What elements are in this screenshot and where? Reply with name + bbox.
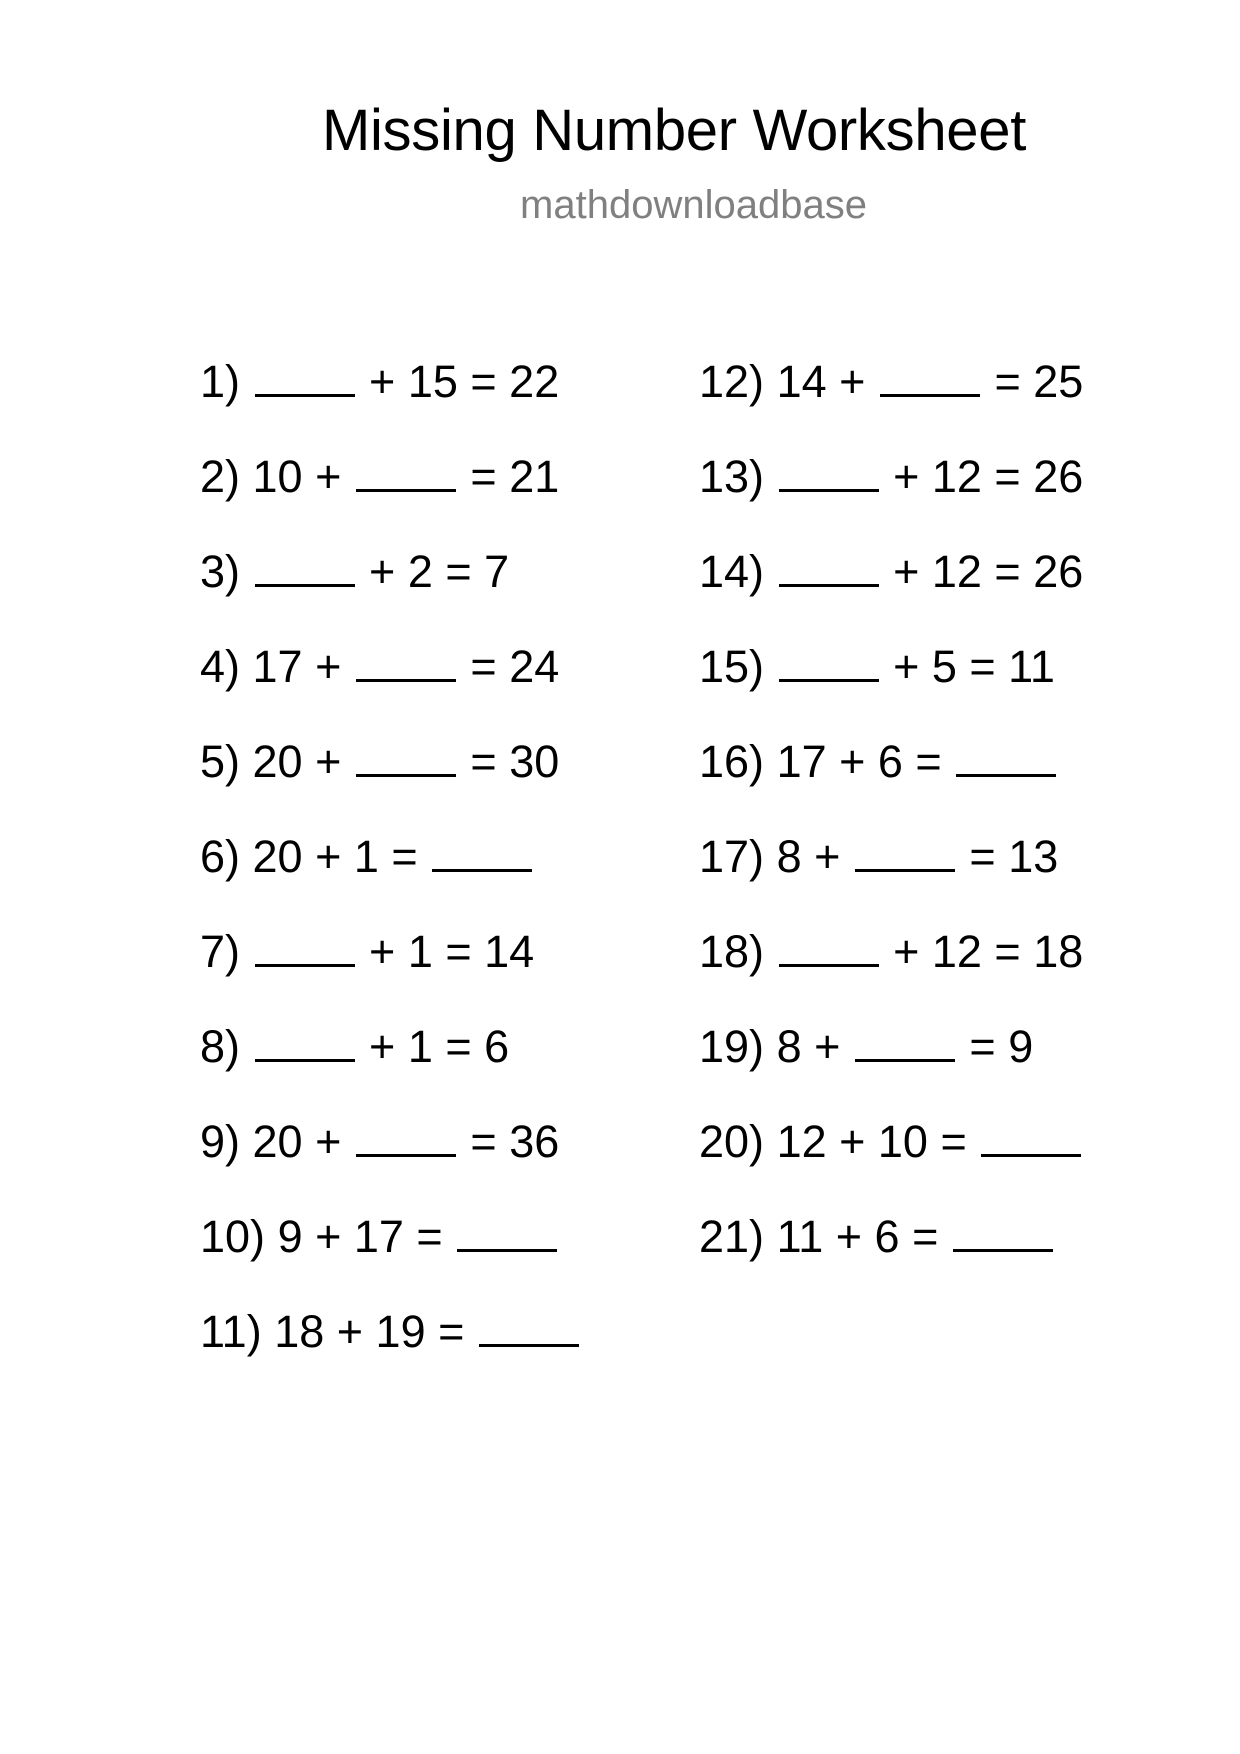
answer-blank[interactable] bbox=[457, 1205, 557, 1252]
problem-number: 15) bbox=[699, 641, 765, 692]
problem-number: 6) bbox=[200, 831, 241, 882]
problem-before: 11 + 6 = bbox=[776, 1211, 939, 1262]
problem-2 bbox=[200, 445, 581, 540]
problem-13 bbox=[699, 445, 1083, 540]
answer-blank[interactable] bbox=[479, 1300, 579, 1347]
problem-number: 8) bbox=[200, 1021, 241, 1072]
answer-blank[interactable] bbox=[956, 730, 1056, 777]
answer-blank[interactable] bbox=[981, 1110, 1081, 1157]
problem-number: 1) bbox=[200, 356, 241, 407]
problem-number: 19) bbox=[699, 1021, 765, 1072]
problem-before: 18 + 19 = bbox=[274, 1306, 465, 1357]
problem-after: = 36 bbox=[470, 1116, 560, 1167]
problem-number: 2) bbox=[200, 451, 241, 502]
problem-10 bbox=[200, 1205, 581, 1300]
problem-before: 12 + 10 = bbox=[776, 1116, 967, 1167]
problem-number: 9) bbox=[200, 1116, 241, 1167]
problem-number: 20) bbox=[699, 1116, 765, 1167]
problem-1 bbox=[200, 350, 581, 445]
problem-18 bbox=[699, 920, 1083, 1015]
problem-number: 11) bbox=[200, 1306, 262, 1357]
problem-4 bbox=[200, 635, 581, 730]
problem-number: 7) bbox=[200, 926, 241, 977]
problem-number: 12) bbox=[699, 356, 765, 407]
problem-after: + 12 = 26 bbox=[893, 451, 1084, 502]
worksheet-title: Missing Number Worksheet bbox=[321, 98, 1027, 163]
problem-20 bbox=[699, 1110, 1083, 1205]
problems-column-right bbox=[699, 350, 1083, 1300]
problem-before: 8 + bbox=[776, 1021, 841, 1072]
answer-blank[interactable] bbox=[855, 825, 955, 872]
problem-number: 3) bbox=[200, 546, 241, 597]
problem-after: = 21 bbox=[470, 451, 560, 502]
problem-number: 16) bbox=[699, 736, 765, 787]
problem-19 bbox=[699, 1015, 1083, 1110]
problem-12 bbox=[699, 350, 1083, 445]
problem-before: 17 + 6 = bbox=[776, 736, 942, 787]
problem-number: 18) bbox=[699, 926, 765, 977]
answer-blank[interactable] bbox=[356, 730, 456, 777]
problem-after: + 12 = 26 bbox=[893, 546, 1084, 597]
problem-number: 5) bbox=[200, 736, 241, 787]
answer-blank[interactable] bbox=[255, 540, 355, 587]
answer-blank[interactable] bbox=[356, 1110, 456, 1157]
problem-before: 20 + bbox=[252, 1116, 342, 1167]
problem-after: = 9 bbox=[969, 1021, 1034, 1072]
problem-number: 4) bbox=[200, 641, 241, 692]
problem-after: + 2 = 7 bbox=[369, 546, 510, 597]
problem-before: 14 + bbox=[776, 356, 866, 407]
problem-number: 14) bbox=[699, 546, 765, 597]
problem-after: = 25 bbox=[994, 356, 1084, 407]
answer-blank[interactable] bbox=[779, 635, 879, 682]
answer-blank[interactable] bbox=[356, 635, 456, 682]
answer-blank[interactable] bbox=[432, 825, 532, 872]
answer-blank[interactable] bbox=[779, 920, 879, 967]
answer-blank[interactable] bbox=[255, 350, 355, 397]
problem-11 bbox=[200, 1300, 581, 1395]
answer-blank[interactable] bbox=[855, 1015, 955, 1062]
problem-number: 17) bbox=[699, 831, 765, 882]
problem-14 bbox=[699, 540, 1083, 635]
problem-15 bbox=[699, 635, 1083, 730]
problem-16 bbox=[699, 730, 1083, 825]
problems-column-left bbox=[200, 350, 581, 1395]
problem-after: + 12 = 18 bbox=[893, 926, 1084, 977]
problem-number: 10) bbox=[200, 1211, 266, 1262]
problem-after: = 30 bbox=[470, 736, 560, 787]
problem-after: + 1 = 14 bbox=[369, 926, 535, 977]
problem-number: 21) bbox=[699, 1211, 765, 1262]
answer-blank[interactable] bbox=[779, 445, 879, 492]
answer-blank[interactable] bbox=[356, 445, 456, 492]
worksheet-source: mathdownloadbase bbox=[520, 183, 867, 227]
problem-before: 9 + 17 = bbox=[277, 1211, 443, 1262]
problem-after: + 5 = 11 bbox=[893, 641, 1055, 692]
answer-blank[interactable] bbox=[953, 1205, 1053, 1252]
problem-6 bbox=[200, 825, 581, 920]
problem-9 bbox=[200, 1110, 581, 1205]
problem-before: 8 + bbox=[776, 831, 841, 882]
problem-7 bbox=[200, 920, 581, 1015]
problem-after: + 15 = 22 bbox=[369, 356, 560, 407]
problem-21 bbox=[699, 1205, 1083, 1300]
problem-number: 13) bbox=[699, 451, 765, 502]
answer-blank[interactable] bbox=[255, 1015, 355, 1062]
problem-before: 10 + bbox=[252, 451, 342, 502]
problem-5 bbox=[200, 730, 581, 825]
problem-3 bbox=[200, 540, 581, 635]
answer-blank[interactable] bbox=[779, 540, 879, 587]
problem-after: = 24 bbox=[470, 641, 560, 692]
problem-17 bbox=[699, 825, 1083, 920]
answer-blank[interactable] bbox=[255, 920, 355, 967]
answer-blank[interactable] bbox=[880, 350, 980, 397]
problem-before: 20 + bbox=[252, 736, 342, 787]
problem-before: 20 + 1 = bbox=[252, 831, 418, 882]
problem-after: + 1 = 6 bbox=[369, 1021, 510, 1072]
problem-before: 17 + bbox=[252, 641, 342, 692]
problem-8 bbox=[200, 1015, 581, 1110]
problem-after: = 13 bbox=[969, 831, 1059, 882]
